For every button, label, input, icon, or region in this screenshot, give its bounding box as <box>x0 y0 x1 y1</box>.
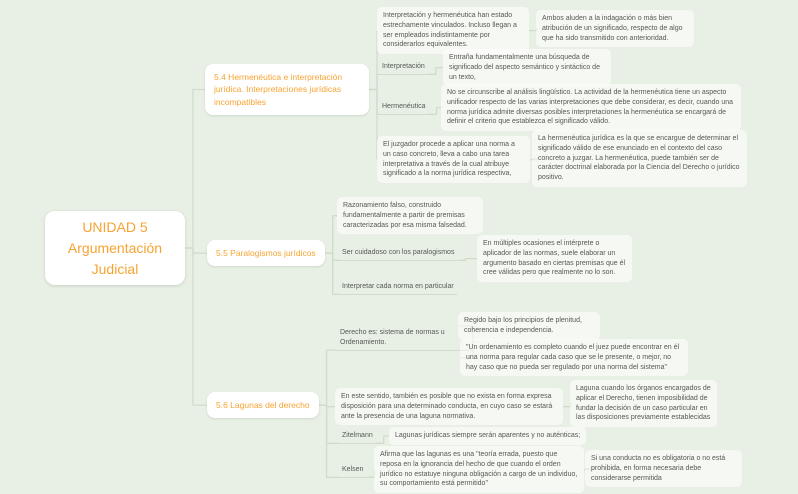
topic-5-6-lagunas[interactable]: 5.6 Lagunas del derecho <box>207 392 319 418</box>
note-ambos-aluden[interactable]: Ambos aluden a la indagación o más bien atribución de un significado, respecto de algo que ha sido transmitido con anterioridad. <box>536 10 694 47</box>
note-laguna-normativa[interactable]: En este sentido, también es posible que no exista en forma expresa disposición para una determinado conducta, en cuyo caso se estará ante la presencia de una laguna normativa. <box>335 388 563 425</box>
note-ordenamiento-completo-quote[interactable]: "Un ordenamiento es completo cuando el juez puede encontrar en él una norma para regular cada caso que se le presente, o mejor, no hay caso que no pueda ser regulado por una norma del sistema" <box>460 339 688 376</box>
note-no-circunscribe[interactable]: No se circunscribe al análisis lingüístico. La actividad de la hermenéutica tiene un aspecto unificador respecto de las varias interpretaciones que debe considerar, es decir, cuando una norma jurídica admite diversas posibles interpretaciones la hermenéutica se encargará de definir el criterio que establezca el significado válido. <box>441 84 741 131</box>
note-entrana-busqueda[interactable]: Entraña fundamentalmente una búsqueda de significado del aspecto semántico y sintáctico de un texto, <box>443 49 611 86</box>
note-interpretacion-hermeneutica-vinculados[interactable]: Interpretación y hermenéutica han estado estrechamente vinculados. Incluso llegan a ser empleados indistintamente por considerarlos equivalentes. <box>377 7 529 54</box>
label-interpretar-cada-norma[interactable]: Interpretar cada norma en particular <box>339 281 457 295</box>
note-juzgador-aplica-norma[interactable]: El juzgador procede a aplicar una norma a un caso concreto, lleva a cabo una tarea interpretativa a través de la cual atribuye significado a la norma jurídica respectiva, <box>377 136 530 183</box>
note-regido-principios[interactable]: Regido bajo los principios de plenitud, coherencia e independencia. <box>458 312 600 340</box>
label-ser-cuidadoso[interactable]: Ser cuidadoso con los paralogismos <box>339 247 457 261</box>
label-zitelmann[interactable]: Zitelmann <box>339 430 376 444</box>
note-razonamiento-falso[interactable]: Razonamiento falso, construido fundamentalmente a partir de premisas caracterizadas por esa misma falsedad. <box>337 197 483 234</box>
label-derecho-sistema-normas[interactable]: Derecho es: sistema de normas u Ordenamiento. <box>337 327 465 351</box>
central-topic[interactable]: UNIDAD 5 Argumentación Judicial <box>45 211 185 285</box>
note-multiples-ocasiones[interactable]: En múltiples ocasiones el intérprete o aplicador de las normas, suele elaborar un argumento basado en ciertas premisas que él cree válidas pero que realmente no lo son. <box>477 235 632 282</box>
note-lagunas-aparentes[interactable]: Lagunas jurídicas siempre serán aparentes y no auténticas; <box>389 427 586 445</box>
topic-5-4-hermeneutica[interactable]: 5.4 Hermenéutica e interpretación jurídica. Interpretaciones jurídicas incompatibles <box>205 64 369 115</box>
label-kelsen[interactable]: Kelsen <box>339 464 366 478</box>
label-hermeneutica[interactable]: Hermenéutica <box>379 101 429 115</box>
note-kelsen-teoria-errada[interactable]: Afirma que las lagunas es una "teoría errada, puesto que reposa en la ignorancia del hecho de que cuando el orden jurídico no estatuye ninguna obligación a cargo de un individuo, su comportamiento está permitido" <box>374 446 584 493</box>
label-interpretacion[interactable]: Interpretación <box>379 61 428 75</box>
note-conducta-permitida[interactable]: Si una conducta no es obligatoria o no está prohibida, en forma necesaria debe considerarse permitida <box>585 450 742 487</box>
topic-5-5-paralogismos[interactable]: 5.5 Paralogismos jurídicos <box>207 240 325 266</box>
note-hermeneutica-juridica[interactable]: La hermenéutica jurídica es la que se encargue de determinar el significado válido de ese enunciado en el contexto del caso concreto a juzgar. La hermenéutica, puede también ser de carácter doctrinal elaborada por la Ciencia del Derecho o jurídico positivo. <box>532 130 747 187</box>
note-laguna-organos[interactable]: Laguna cuando los órganos encargados de aplicar el Derecho, tienen imposibilidad de fundar la decisión de un caso particular en las disposiciones previamente establecidas <box>570 380 717 427</box>
